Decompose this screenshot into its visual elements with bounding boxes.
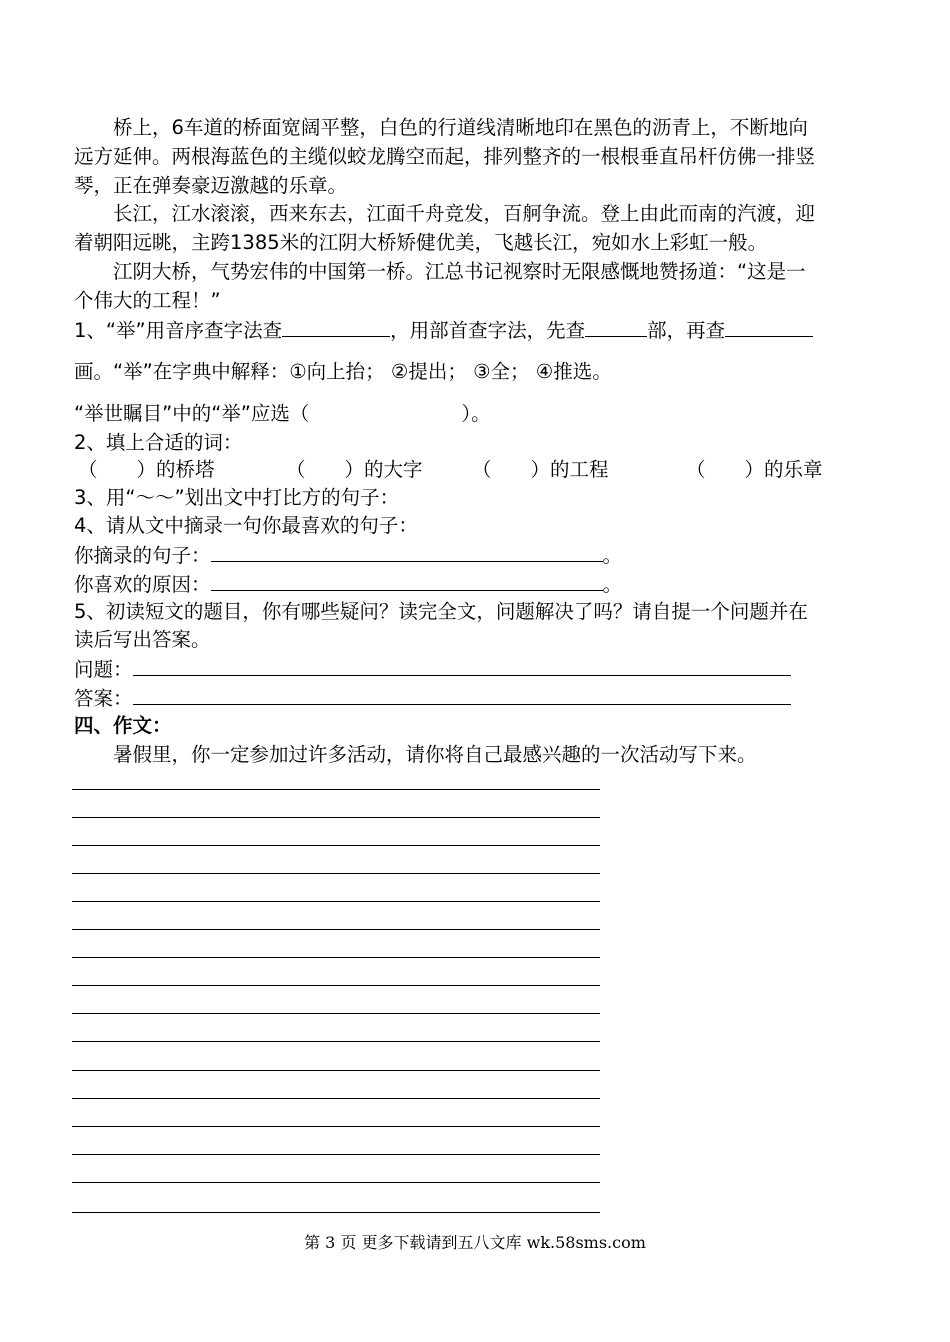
passage-p1-line2: 远方延伸。两根海蓝色的主缆似蛟龙腾空而起，排列整齐的一根根垂直吊杆仿佛一排竖 <box>74 145 816 168</box>
q4-sentence-answer-line[interactable] <box>211 541 603 562</box>
q4-reason-answer-line[interactable] <box>211 570 603 591</box>
question-5-question-row <box>74 655 791 684</box>
composition-line[interactable] <box>72 901 600 902</box>
q4-sentence-end: 。 <box>602 544 623 567</box>
q2-item-project[interactable]: （ ）的工程 <box>472 458 609 481</box>
passage-p2-line1: 长江，江水滚滚，西来东去，江面千舟竞发，百舸争流。登上由此而南的汽渡，迎 <box>74 202 816 225</box>
question-3-title: 3、用“～～”划出文中打比方的句子： <box>74 486 400 509</box>
question-1-line2: 画。“举”在字典中解释：①向上抬； ②提出； ③全； ④推选。 <box>74 360 612 383</box>
composition-line[interactable] <box>72 789 600 790</box>
composition-line[interactable] <box>72 985 600 986</box>
composition-line[interactable] <box>72 1182 600 1183</box>
passage-p2-line2: 着朝阳远眺，主跨1385米的江阴大桥矫健优美，飞越长江，宛如水上彩虹一般。 <box>74 231 768 254</box>
page-footer: 第 3 页 更多下载请到五八文库 wk.58sms.com <box>304 1233 646 1252</box>
q5-question-answer-line[interactable] <box>133 655 791 676</box>
composition-line[interactable] <box>72 845 600 846</box>
composition-line[interactable] <box>72 1212 600 1213</box>
composition-line[interactable] <box>72 817 600 818</box>
question-4-reason-row <box>74 570 622 599</box>
q5-answer-label: 答案： <box>74 687 133 710</box>
composition-line[interactable] <box>72 957 600 958</box>
q1-radical-blank[interactable] <box>585 316 647 337</box>
q1-strokes-blank[interactable] <box>725 316 813 337</box>
passage-p1-line3: 琴，正在弹奏豪迈激越的乐章。 <box>74 174 348 197</box>
q1-text-c: 部，再查 <box>647 319 726 342</box>
question-4-title: 4、请从文中摘录一句你最喜欢的句子： <box>74 514 418 537</box>
composition-line[interactable] <box>72 1154 600 1155</box>
q1-pinyin-blank[interactable] <box>282 316 390 337</box>
q1-choice-end: ）。 <box>461 402 491 425</box>
composition-line[interactable] <box>72 1013 600 1014</box>
q5-answer-answer-line[interactable] <box>133 684 791 705</box>
composition-line[interactable] <box>72 1098 600 1099</box>
question-5-title-line2: 读后写出答案。 <box>74 628 211 651</box>
q2-item-big-characters[interactable]: （ ）的大字 <box>286 458 423 481</box>
composition-line[interactable] <box>72 1070 600 1071</box>
q1-text-a: 1、“举”用音序查字法查 <box>74 319 283 342</box>
q1-choice-text: “举世瞩目”中的“举”应选（ <box>74 402 310 425</box>
q4-reason-end: 。 <box>602 573 623 596</box>
composition-line[interactable] <box>72 1041 600 1042</box>
passage-p1-line1: 桥上，6车道的桥面宽阔平整，白色的行道线清晰地印在黑色的沥青上，不断地向 <box>74 116 808 139</box>
section-4-prompt: 暑假里，你一定参加过许多活动，请你将自己最感兴趣的一次活动写下来。 <box>74 743 757 766</box>
q5-question-label: 问题： <box>74 658 133 681</box>
question-5-answer-row <box>74 684 791 713</box>
composition-line[interactable] <box>72 1126 600 1127</box>
composition-line[interactable] <box>72 873 600 874</box>
q1-text-b: ，用部首查字法，先查 <box>390 319 586 342</box>
question-2-title: 2、填上合适的词： <box>74 431 243 454</box>
passage-p3-line2: 个伟大的工程！” <box>74 289 221 312</box>
passage-p3-line1: 江阴大桥，气势宏伟的中国第一桥。江总书记视察时无限感慨地赞扬道：“这是一 <box>74 260 806 283</box>
question-4-sentence-row <box>74 541 622 570</box>
question-2-items <box>78 456 823 484</box>
q2-item-music[interactable]: （ ）的乐章 <box>686 458 823 481</box>
composition-line[interactable] <box>72 929 600 930</box>
section-4-heading: 四、作文： <box>74 714 172 737</box>
question-5-title-line1: 5、初读短文的题目，你有哪些疑问？读完全文，问题解决了吗？请自提一个问题并在 <box>74 600 808 623</box>
question-1-line1 <box>74 316 813 345</box>
q4-reason-label: 你喜欢的原因： <box>74 573 211 596</box>
question-1-line3 <box>74 400 491 428</box>
q4-sentence-label: 你摘录的句子： <box>74 544 211 567</box>
q2-item-bridge-tower[interactable]: （ ）的桥塔 <box>78 458 215 481</box>
